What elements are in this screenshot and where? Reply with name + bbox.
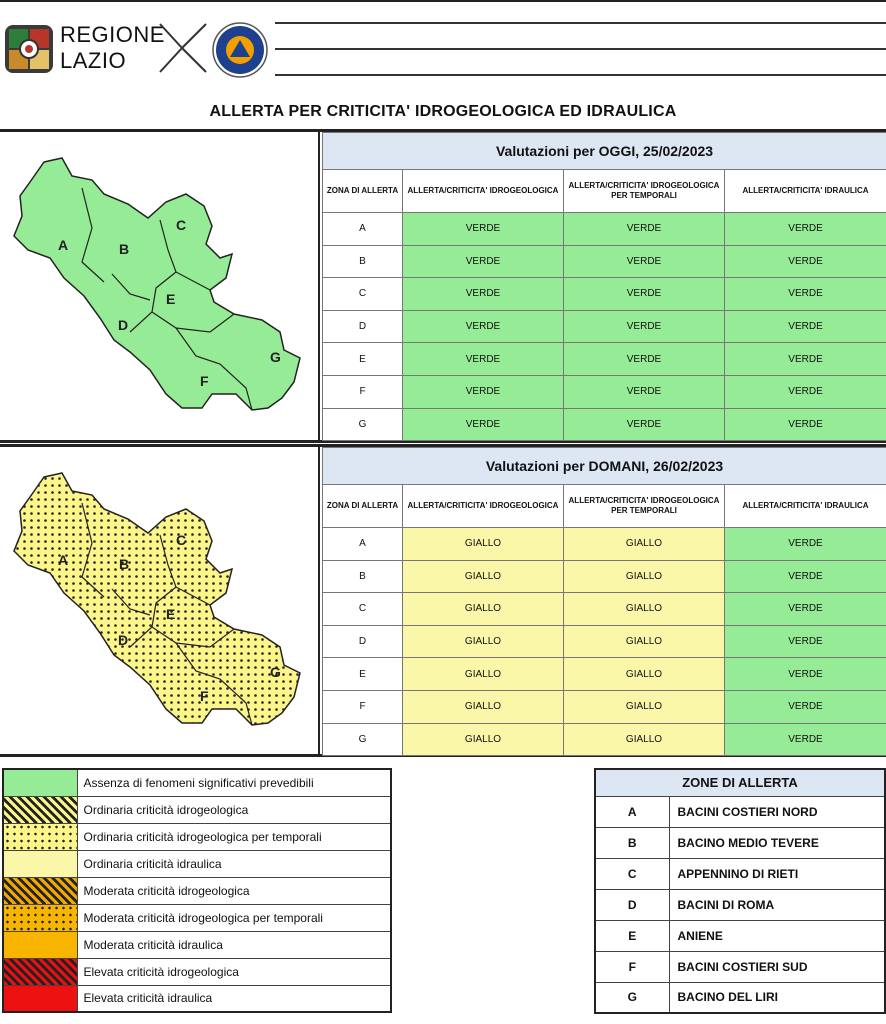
- legend-swatch: [3, 877, 77, 904]
- col-header-idraulica: ALLERTA/CRITICITA' IDRAULICA: [725, 485, 886, 528]
- map-label-g: G: [270, 664, 281, 680]
- alert-level-temporali: GIALLO: [564, 723, 725, 756]
- table-row: [323, 245, 886, 278]
- alert-level-idrogeologica: GIALLO: [403, 528, 564, 561]
- zone-letter: E: [595, 920, 669, 951]
- table-row: [323, 310, 886, 343]
- today-evaluation-table: [322, 132, 886, 441]
- brand-line-2: LAZIO: [60, 48, 127, 73]
- zone-name: BACINO MEDIO TEVERE: [669, 827, 885, 858]
- zone-cell: D: [323, 625, 403, 658]
- table-row: [323, 343, 886, 376]
- alert-level-idrogeologica: GIALLO: [403, 690, 564, 723]
- alert-level-idraulica: VERDE: [725, 723, 886, 756]
- alert-level-idraulica: VERDE: [725, 625, 886, 658]
- zone-row: [595, 920, 885, 951]
- zone-cell: C: [323, 278, 403, 311]
- zone-cell: E: [323, 658, 403, 691]
- legend-swatch: [3, 796, 77, 823]
- zone-cell: F: [323, 375, 403, 408]
- legend-swatch: [3, 958, 77, 985]
- zone-row: [595, 982, 885, 1013]
- alert-level-idrogeologica: GIALLO: [403, 723, 564, 756]
- zone-row: [595, 858, 885, 889]
- legend-row: [3, 958, 391, 985]
- zone-cell: F: [323, 690, 403, 723]
- document-title: ALLERTA PER CRITICITA' IDROGEOLOGICA ED IDRAULICA: [209, 103, 677, 120]
- alert-level-idrogeologica: VERDE: [403, 310, 564, 343]
- zone-letter: G: [595, 982, 669, 1013]
- legend-label: Elevata criticità idrogeologica: [77, 958, 391, 985]
- legend-label: Elevata criticità idraulica: [77, 985, 391, 1012]
- map-label-e: E: [166, 291, 176, 307]
- zone-cell: A: [323, 528, 403, 561]
- alert-level-temporali: VERDE: [564, 375, 725, 408]
- today-section: [0, 129, 886, 443]
- zone-letter: A: [595, 796, 669, 827]
- zone-letter: C: [595, 858, 669, 889]
- table-row: [323, 375, 886, 408]
- alert-level-idraulica: VERDE: [725, 245, 886, 278]
- legend-swatch: [3, 985, 77, 1012]
- alert-level-idrogeologica: VERDE: [403, 375, 564, 408]
- criticality-legend: [2, 768, 392, 1013]
- map-label-c: C: [176, 532, 187, 548]
- today-zone-map: [0, 132, 318, 440]
- regione-lazio-crest-icon: [4, 24, 54, 74]
- legend-label: Moderata criticità idraulica: [77, 931, 391, 958]
- legend-swatch: [3, 769, 77, 796]
- zone-name: ANIENE: [669, 920, 885, 951]
- protezione-civile-logo-icon: [212, 22, 268, 78]
- legend-row: [3, 823, 391, 850]
- alert-level-temporali: GIALLO: [564, 593, 725, 626]
- table-row: [323, 408, 886, 441]
- legend-swatch: [3, 904, 77, 931]
- brand-wordmark: [60, 22, 165, 74]
- alert-level-temporali: GIALLO: [564, 625, 725, 658]
- legend-swatch: [3, 850, 77, 877]
- zones-title: ZONE DI ALLERTA: [595, 769, 885, 796]
- lazio-region-shape: [14, 158, 300, 410]
- table-row: [323, 528, 886, 561]
- table-row: [323, 278, 886, 311]
- map-label-b: B: [119, 241, 130, 257]
- table-row: [323, 658, 886, 691]
- legend-label: Ordinaria criticità idraulica: [77, 850, 391, 877]
- zone-name: APPENNINO DI RIETI: [669, 858, 885, 889]
- zone-cell: A: [323, 213, 403, 246]
- alert-level-idraulica: VERDE: [725, 560, 886, 593]
- legend-swatch: [3, 823, 77, 850]
- zone-name: BACINO DEL LIRI: [669, 982, 885, 1013]
- map-label-d: D: [118, 632, 129, 648]
- col-header-zone: ZONA DI ALLERTA: [323, 170, 403, 213]
- zone-row: [595, 951, 885, 982]
- alert-level-idrogeologica: VERDE: [403, 245, 564, 278]
- alert-level-temporali: VERDE: [564, 245, 725, 278]
- alert-level-temporali: GIALLO: [564, 560, 725, 593]
- map-label-f: F: [200, 373, 209, 389]
- zone-letter: B: [595, 827, 669, 858]
- table-row: [323, 690, 886, 723]
- col-header-idrogeologica: ALLERTA/CRITICITA' IDROGEOLOGICA: [403, 170, 564, 213]
- zone-cell: B: [323, 245, 403, 278]
- alert-level-temporali: VERDE: [564, 213, 725, 246]
- alert-level-idraulica: VERDE: [725, 375, 886, 408]
- legend-row: [3, 796, 391, 823]
- zone-row: [595, 796, 885, 827]
- brand-chevron-icon: [158, 20, 208, 76]
- map-label-a: A: [58, 237, 69, 253]
- zone-row: [595, 827, 885, 858]
- map-label-g: G: [270, 349, 281, 365]
- tomorrow-zone-map: [0, 447, 318, 754]
- legend-label: Moderata criticità idrogeologica per temporali: [77, 904, 391, 931]
- alert-level-idraulica: VERDE: [725, 310, 886, 343]
- tomorrow-evaluation-table: [322, 447, 886, 756]
- alert-level-idrogeologica: GIALLO: [403, 625, 564, 658]
- alert-level-idraulica: VERDE: [725, 593, 886, 626]
- brand-line-1: REGIONE: [60, 22, 165, 47]
- map-label-a: A: [58, 552, 69, 568]
- alert-level-temporali: VERDE: [564, 278, 725, 311]
- alert-level-temporali: VERDE: [564, 408, 725, 441]
- col-header-zone: ZONA DI ALLERTA: [323, 485, 403, 528]
- alert-zones-table: [594, 768, 886, 1014]
- alert-level-idraulica: VERDE: [725, 690, 886, 723]
- top-rule: [0, 0, 886, 2]
- legend-row: [3, 769, 391, 796]
- alert-level-idrogeologica: VERDE: [403, 343, 564, 376]
- col-header-idrogeologica: ALLERTA/CRITICITA' IDROGEOLOGICA: [403, 485, 564, 528]
- zone-cell: E: [323, 343, 403, 376]
- col-header-temporali: ALLERTA/CRITICITA' IDROGEOLOGICA PER TEMPORALI: [564, 170, 725, 213]
- alert-level-temporali: GIALLO: [564, 528, 725, 561]
- zone-cell: C: [323, 593, 403, 626]
- table-row: [323, 723, 886, 756]
- alert-level-idraulica: VERDE: [725, 213, 886, 246]
- lazio-region-shape-dotted: [14, 473, 300, 725]
- legend-label: Moderata criticità idrogeologica: [77, 877, 391, 904]
- legend-row: [3, 850, 391, 877]
- alert-level-idrogeologica: GIALLO: [403, 658, 564, 691]
- table-row: [323, 560, 886, 593]
- zone-cell: G: [323, 723, 403, 756]
- tomorrow-table-title: Valutazioni per DOMANI, 26/02/2023: [323, 448, 886, 485]
- zone-cell: D: [323, 310, 403, 343]
- alert-level-idraulica: VERDE: [725, 278, 886, 311]
- alert-level-idraulica: VERDE: [725, 408, 886, 441]
- legend-label: Ordinaria criticità idrogeologica: [77, 796, 391, 823]
- tomorrow-map-panel: [0, 447, 320, 754]
- table-row: [323, 625, 886, 658]
- zone-letter: F: [595, 951, 669, 982]
- tomorrow-section: [0, 444, 886, 757]
- map-label-b: B: [119, 556, 130, 572]
- alert-level-idrogeologica: GIALLO: [403, 560, 564, 593]
- alert-level-idraulica: VERDE: [725, 658, 886, 691]
- zone-name: BACINI DI ROMA: [669, 889, 885, 920]
- map-label-f: F: [200, 688, 209, 704]
- alert-level-temporali: VERDE: [564, 310, 725, 343]
- zone-name: BACINI COSTIERI SUD: [669, 951, 885, 982]
- alert-level-idraulica: VERDE: [725, 528, 886, 561]
- alert-level-temporali: GIALLO: [564, 658, 725, 691]
- col-header-temporali: ALLERTA/CRITICITA' IDROGEOLOGICA PER TEMPORALI: [564, 485, 725, 528]
- legend-swatch: [3, 931, 77, 958]
- alert-level-temporali: GIALLO: [564, 690, 725, 723]
- zone-letter: D: [595, 889, 669, 920]
- legend-row: [3, 931, 391, 958]
- today-map-panel: [0, 132, 320, 440]
- table-row: [323, 213, 886, 246]
- alert-level-idrogeologica: VERDE: [403, 278, 564, 311]
- zone-cell: B: [323, 560, 403, 593]
- today-table-title: Valutazioni per OGGI, 25/02/2023: [323, 133, 886, 170]
- map-label-d: D: [118, 317, 129, 333]
- col-header-idraulica: ALLERTA/CRITICITA' IDRAULICA: [725, 170, 886, 213]
- legend-label: Ordinaria criticità idrogeologica per temporali: [77, 823, 391, 850]
- alert-level-idrogeologica: VERDE: [403, 408, 564, 441]
- legend-row: [3, 904, 391, 931]
- map-label-c: C: [176, 217, 187, 233]
- alert-level-idrogeologica: GIALLO: [403, 593, 564, 626]
- map-label-e: E: [166, 606, 176, 622]
- legend-row: [3, 985, 391, 1012]
- zone-cell: G: [323, 408, 403, 441]
- alert-level-temporali: VERDE: [564, 343, 725, 376]
- legend-label: Assenza di fenomeni significativi prevedibili: [77, 769, 391, 796]
- zone-row: [595, 889, 885, 920]
- header-rules: [275, 22, 886, 100]
- zone-name: BACINI COSTIERI NORD: [669, 796, 885, 827]
- alert-level-idrogeologica: VERDE: [403, 213, 564, 246]
- legend-row: [3, 877, 391, 904]
- alert-level-idraulica: VERDE: [725, 343, 886, 376]
- table-row: [323, 593, 886, 626]
